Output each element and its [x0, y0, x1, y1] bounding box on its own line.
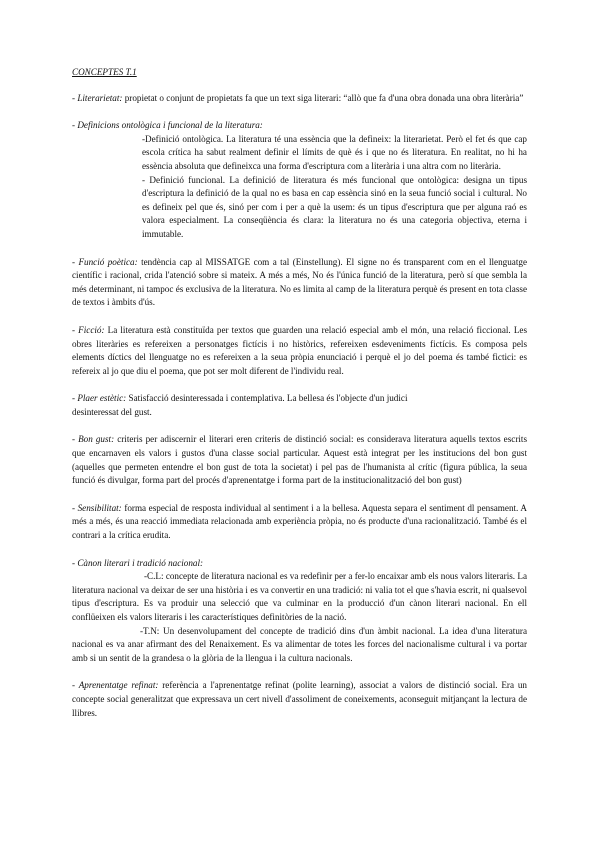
- definition-plaer-estetic: Satisfacció desinteressada i contemplativa. La bellesa és l'objecte d'un judici: [126, 393, 408, 404]
- document-title: CONCEPTES T.1: [72, 67, 137, 77]
- document-page: [72, 66, 527, 734]
- section-sensibilitat: [72, 502, 527, 543]
- definition-bon-gust: criteris per adiscernir el literari eren criteris de distinció social: es considerava literatura aquells textos escrits que encarnaven els valors i gustos d'una classe social particular. Aquest està integrat per les institucions del bon gust (aquelles que permeten entendre el bon gust de tota la societat) i pel pas de l'humanista al crític (figura pública, la seua funció és divulgar, forma part del procés d'aprenentatge i forma part de la institucionalització del bon gust): [72, 434, 527, 486]
- tradicio-nacional: -T.N: Un desenvolupament del concepte de tradició dins d'un àmbit nacional. La idea d'una literatura nacional es va anar afirmant des del Renaixement. Es va alimentar de totes les forces del nacionalisme cultural i va portar amb si un sentit de la grandesa o la glòria de la llengua i la cultura nacionals.: [72, 625, 527, 663]
- section-aprenentatge: [72, 679, 527, 720]
- term-aprenentatge: - Aprenentatge refinat:: [72, 680, 159, 691]
- definition-aprenentatge: referència a l'aprenentatge refinat (polite learning), associat a valors de distinció social. Era un concepte social generalitzat que expressava un cert nivell d'assoliment de coneixements, aconseguit mitjançant la lectura de llibres.: [72, 680, 527, 718]
- section-literarietat: [72, 92, 527, 106]
- definition-funcio-poetica: tendència cap al MISSATGE com a tal (Einstellung). El signe no és transparent com en el llenguatge científic i racional, crida l'atenció sobre si mateix. A més a més, No és l'única funció de la literatura, però sí que sembla la més determinant, ni tampoc és exclusiva de la literatura. No es limita al camp de la literatura perquè és present en tota classe de textos i àmbits d'ús.: [72, 256, 527, 308]
- definition-plaer-estetic-cont: desinteressat del gust.: [72, 406, 152, 417]
- section-canon: [72, 557, 527, 666]
- term-bon-gust: - Bon gust:: [72, 434, 115, 445]
- term-plaer-estetic: - Plaer estètic:: [72, 393, 127, 404]
- definicio-funcional: - Definició funcional. La definició de literatura és més funcional que ontològica: designa un tipus d'escriptura la definició de la qual no es basa en cap essència sinó en la seua funció social i cultural. No es defineix pel que és, sinó per com i per a què la usem: és un tipus d'escriptura que per alguna raó es valora especialment. La conseqüència és clara: la literatura no és una categoria objectiva, eterna i immutable.: [142, 174, 527, 239]
- term-funcio-poetica: - Funció poètica:: [72, 256, 138, 267]
- section-funcio-poetica: [72, 256, 527, 310]
- section-bon-gust: [72, 433, 527, 487]
- section-ficcio: [72, 324, 527, 378]
- section-definicions: [72, 119, 527, 241]
- term-definicions: - Definicions ontològica i funcional de la literatura:: [72, 120, 263, 131]
- term-sensibilitat: - Sensibilitat:: [72, 502, 122, 513]
- definition-ficcio: La literatura està constituïda per textos que guarden una relació especial amb el món, una relació ficcional. Les obres literàries es refereixen a personatges fictícis i no històrics, refereixen esdeveniments fictícis. Es composa pels elements díctics del llenguatge no es refereixen a la seua pròpia enunciació i perquè el jo del poema és també fictici: es refereix al jo que diu el poema, que pot ser molt diferent de l'individu real.: [72, 324, 527, 376]
- term-ficcio: - Ficció:: [72, 324, 105, 335]
- section-plaer-estetic: [72, 392, 527, 419]
- definition-literarietat: propietat o conjunt de propietats fa que un text siga literari: “allò que fa d'una obra donada una obra literària”: [122, 92, 524, 103]
- definition-sensibilitat: forma especial de resposta individual al sentiment i a la bellesa. Aquesta separa el sentiment dl pensament. A més a més, és una reacció immediata relacionada amb experiència pròpia, no és producte d'una racionalització. També és el contrari a la crítica erudita.: [72, 502, 528, 541]
- definicio-ontologica: -Definició ontològica. La literatura té una essència que la defineix: la literarietat. Però el fet és que cap escola crítica ha sabut realment definir el límits de què és i que no és literatura. En realitat, no hi ha essència absoluta que defineixca una forma d'escriptura com a literària i una altra com no literària.: [142, 133, 527, 171]
- term-literarietat: - Literarietat:: [72, 92, 123, 103]
- term-canon: - Cànon literari i tradició nacional:: [72, 557, 204, 568]
- canon-literari: -C.L: concepte de literatura nacional es va redefinir per a fer-lo encaixar amb els nous valors literaris. La literatura nacional va deixar de ser una història i es va convertir en una tradició: ni valia tot el que s'havia escrit, ni qualsevol tipus d'escriptura. Es va produir una selecció que va culminar en la producció d'un cànon literari nacional. En ell conflüeixen els valors literaris i les característiques definitòries de la nació.: [72, 571, 527, 622]
